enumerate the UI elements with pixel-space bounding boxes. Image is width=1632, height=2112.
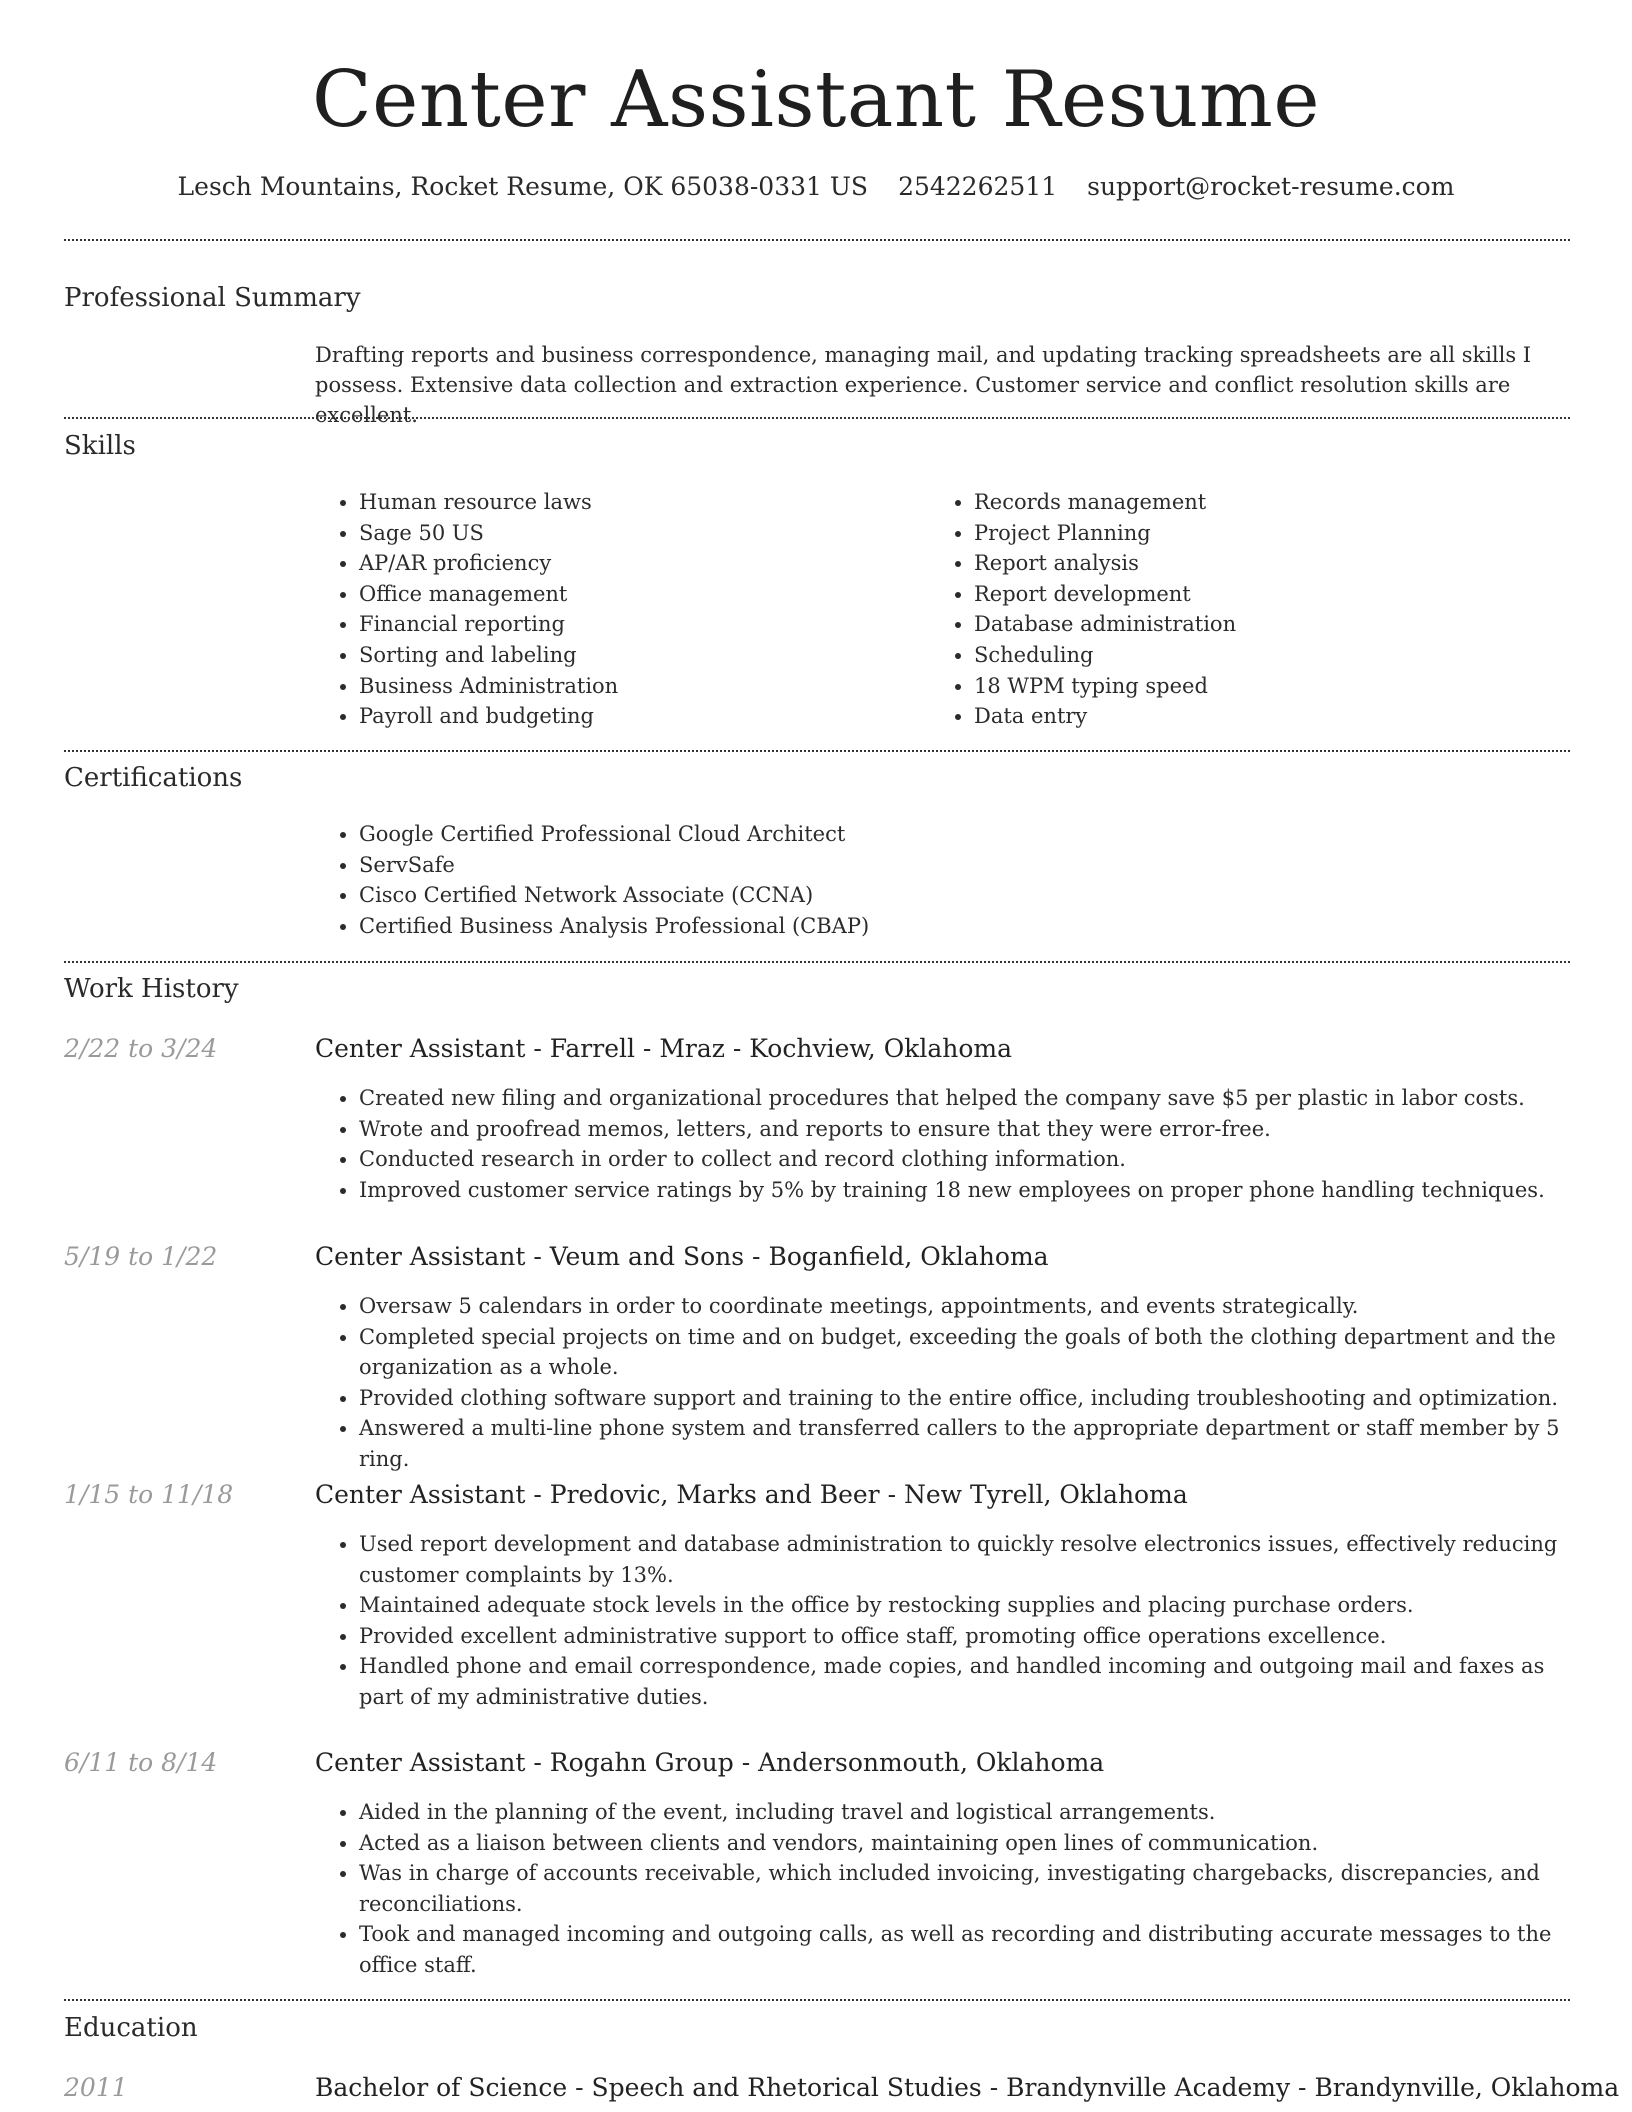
job-bullet: • Used report development and database administration to quickly resolve electronics issues, effectively reducing customer complaints by 13%.: [359, 1529, 1570, 1590]
job-title: Center Assistant - Veum and Sons - Boganfield, Oklahoma: [315, 1242, 1049, 1271]
skill-item: • Human resource laws: [359, 487, 919, 518]
job-title: Center Assistant - Rogahn Group - Andersonmouth, Oklahoma: [315, 1748, 1105, 1777]
job-bullet: • Wrote and proofread memos, letters, and reports to ensure that they were error-free.: [359, 1114, 1570, 1145]
divider: [64, 961, 1570, 963]
contact-address: Lesch Mountains, Rocket Resume, OK 65038-0331 US: [177, 172, 869, 201]
skill-item: • Report development: [974, 579, 1574, 610]
resume-title: Center Assistant Resume: [311, 55, 1321, 145]
job-bullet: • Maintained adequate stock levels in the office by restocking supplies and placing purchase orders.: [359, 1590, 1570, 1621]
skill-item: • AP/AR proficiency: [359, 548, 919, 579]
job-dates: 6/11 to 8/14: [64, 1748, 218, 1777]
skill-item: • Records management: [974, 487, 1574, 518]
skill-item: • Project Planning: [974, 518, 1574, 549]
section-title-education: Education: [64, 2013, 198, 2043]
skill-item: • 18 WPM typing speed: [974, 671, 1574, 702]
skill-item: • Scheduling: [974, 640, 1574, 671]
job-bullet: • Oversaw 5 calendars in order to coordinate meetings, appointments, and events strategically.: [359, 1291, 1570, 1322]
job-bullet: • Took and managed incoming and outgoing calls, as well as recording and distributing accurate messages to the office staff.: [359, 1919, 1570, 1980]
job-title: Center Assistant - Predovic, Marks and Beer - New Tyrell, Oklahoma: [315, 1480, 1188, 1509]
section-title-work-history: Work History: [64, 974, 239, 1004]
job-bullet: • Provided excellent administrative support to office staff, promoting office operations excellence.: [359, 1621, 1570, 1652]
job-bullet: • Handled phone and email correspondence, made copies, and handled incoming and outgoing mail and faxes as part of my administrative duties.: [359, 1651, 1570, 1712]
certification-item: • Google Certified Professional Cloud Architect: [359, 819, 1559, 850]
section-title-certifications: Certifications: [64, 763, 243, 793]
job-bullet: • Answered a multi-line phone system and transferred callers to the appropriate department or staff member by 5 ring.: [359, 1413, 1570, 1474]
job-bullet: • Was in charge of accounts receivable, which included invoicing, investigating chargebacks, discrepancies, and reconciliations.: [359, 1858, 1570, 1919]
divider: [64, 750, 1570, 752]
skill-item: • Database administration: [974, 609, 1574, 640]
contact-line: [0, 170, 1632, 204]
skill-item: • Data entry: [974, 701, 1574, 732]
divider: [64, 1999, 1570, 2001]
job-bullet: • Aided in the planning of the event, including travel and logistical arrangements.: [359, 1797, 1570, 1828]
job-dates: 2/22 to 3/24: [64, 1034, 218, 1063]
certification-item: • ServSafe: [359, 850, 1559, 881]
job-bullet: • Acted as a liaison between clients and vendors, maintaining open lines of communication.: [359, 1828, 1570, 1859]
contact-phone: 2542262511: [898, 172, 1058, 201]
job-bullet: • Completed special projects on time and on budget, exceeding the goals of both the clothing department and the organization as a whole.: [359, 1322, 1570, 1383]
skill-item: • Office management: [359, 579, 919, 610]
section-title-summary: Professional Summary: [64, 283, 361, 313]
skill-item: • Sage 50 US: [359, 518, 919, 549]
skill-item: • Sorting and labeling: [359, 640, 919, 671]
job-bullets: [315, 1797, 1570, 1981]
summary-text: Drafting reports and business correspondence, managing mail, and updating tracking spreadsheets are all skills I possess. Extensive data collection and extraction experience. Customer service and conflict resolution skills are excellent.: [315, 343, 1532, 427]
job-bullet: • Provided clothing software support and training to the entire office, including troubleshooting and optimization.: [359, 1383, 1570, 1414]
job-bullets: [315, 1529, 1570, 1713]
education-year: 2011: [64, 2073, 128, 2102]
job-bullets: [315, 1291, 1570, 1475]
certification-item: • Cisco Certified Network Associate (CCNA): [359, 880, 1559, 911]
job-bullet: • Conducted research in order to collect and record clothing information.: [359, 1144, 1570, 1175]
skill-item: • Business Administration: [359, 671, 919, 702]
job-bullet: • Improved customer service ratings by 5% by training 18 new employees on proper phone handling techniques.: [359, 1175, 1570, 1206]
skill-item: • Financial reporting: [359, 609, 919, 640]
skill-item: • Report analysis: [974, 548, 1574, 579]
job-bullets: [315, 1083, 1570, 1205]
contact-email: support@rocket-resume.com: [1087, 172, 1455, 201]
divider: [64, 239, 1570, 241]
certification-item: • Certified Business Analysis Professional (CBAP): [359, 911, 1559, 942]
job-bullet: • Created new filing and organizational procedures that helped the company save $5 per plastic in labor costs.: [359, 1083, 1570, 1114]
job-dates: 5/19 to 1/22: [64, 1242, 218, 1271]
education-degree: Bachelor of Science - Speech and Rhetorical Studies - Brandynville Academy - Brandynville, Oklahoma: [315, 2073, 1620, 2102]
skills-list-right: [930, 487, 1574, 732]
skills-list-left: [315, 487, 919, 732]
certifications-list: [315, 819, 1559, 941]
divider: [64, 417, 1570, 419]
job-dates: 1/15 to 11/18: [64, 1480, 234, 1509]
job-title: Center Assistant - Farrell - Mraz - Kochview, Oklahoma: [315, 1034, 1012, 1063]
section-title-skills: Skills: [64, 431, 136, 461]
skill-item: • Payroll and budgeting: [359, 701, 919, 732]
